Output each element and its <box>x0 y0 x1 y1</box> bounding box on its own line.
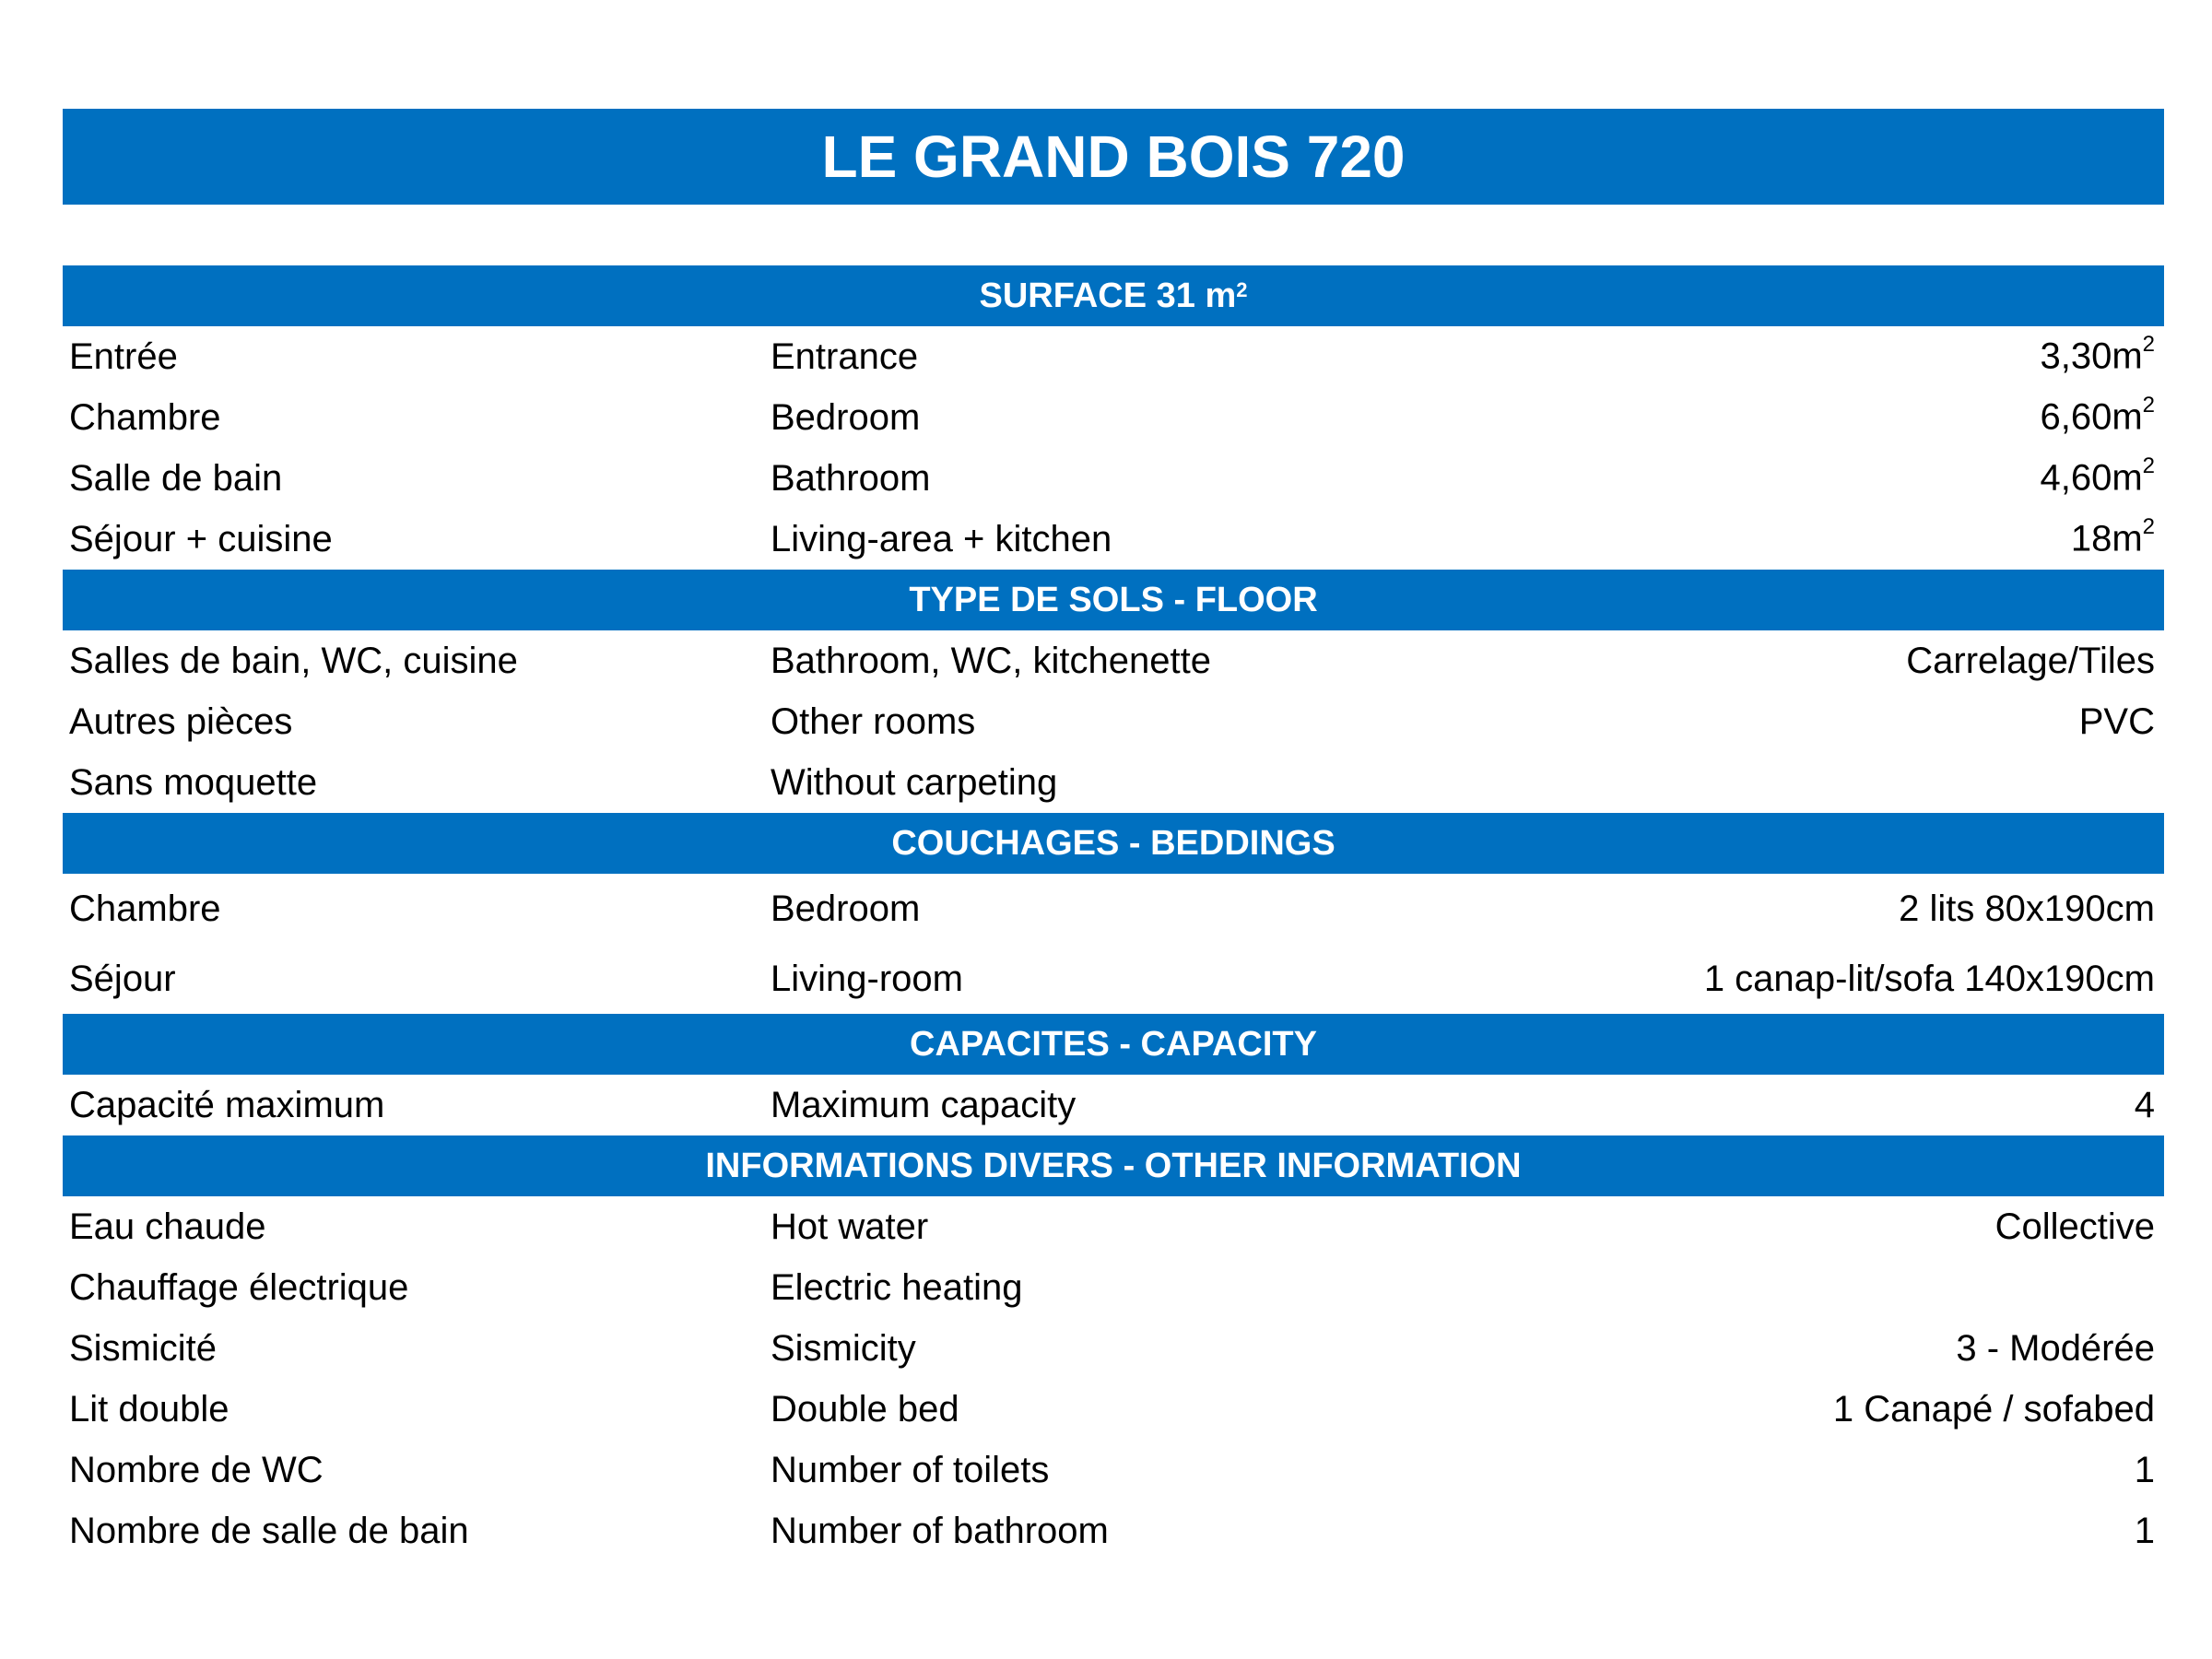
row-label-en: Other rooms <box>771 700 976 742</box>
row-value <box>1416 393 2164 438</box>
row-value: PVC <box>2078 700 2155 742</box>
row-label-fr: Sismicité <box>69 1327 218 1369</box>
row-label-fr: Nombre de WC <box>69 1449 324 1490</box>
row-label-en: Double bed <box>771 1388 959 1430</box>
row-label-fr: Lit double <box>69 1388 229 1430</box>
row-label-en: Bathroom <box>771 457 931 499</box>
row-value: 3 - Modérée <box>1956 1327 2155 1369</box>
table-row <box>63 944 2164 1014</box>
row-label-fr: Eau chaude <box>69 1206 266 1247</box>
row-label-en: Bathroom, WC, kitchenette <box>771 640 1211 681</box>
table-row <box>63 1318 2164 1379</box>
table-row <box>63 752 2164 813</box>
row-value: Collective <box>1994 1206 2155 1247</box>
table-row <box>63 874 2164 944</box>
row-value-text: 3,30m <box>2040 335 2143 377</box>
title-banner <box>63 109 2164 205</box>
section-title-other-information: INFORMATIONS DIVERS - OTHER INFORMATION <box>705 1146 1522 1185</box>
section-title-capacity: CAPACITES - CAPACITY <box>910 1024 1317 1064</box>
row-value-text: 4,60m <box>2040 457 2143 499</box>
section-title-floor: TYPE DE SOLS - FLOOR <box>909 580 1318 619</box>
row-label-en: Bedroom <box>771 396 921 438</box>
section-header-surface <box>63 265 2164 326</box>
row-label-en: Maximum capacity <box>771 1084 1077 1125</box>
section-header-beddings <box>63 813 2164 874</box>
row-label-en: Sismicity <box>771 1327 916 1369</box>
section-title-surface: SURFACE 31 m <box>979 276 1237 315</box>
page-title: LE GRAND BOIS 720 <box>821 124 1406 190</box>
section-header-other-information <box>63 1135 2164 1196</box>
row-label-en: Number of toilets <box>771 1449 1050 1490</box>
row-label-fr: Chauffage électrique <box>69 1266 409 1308</box>
superscript: 2 <box>2142 514 2155 540</box>
section-header-capacity <box>63 1014 2164 1075</box>
table-row <box>63 1500 2164 1561</box>
row-label-en: Living-area + kitchen <box>771 518 1112 559</box>
superscript: 2 <box>1236 278 1248 301</box>
table-row <box>63 448 2164 509</box>
row-value: Carrelage/Tiles <box>1906 640 2155 681</box>
table-row <box>63 1196 2164 1257</box>
row-label-en: Without carpeting <box>771 761 1058 803</box>
row-label-en: Number of bathroom <box>771 1510 1109 1551</box>
row-label-en: Electric heating <box>771 1266 1023 1308</box>
superscript: 2 <box>2142 393 2155 418</box>
section-title-beddings: COUCHAGES - BEDDINGS <box>891 823 1335 863</box>
table-row <box>63 1440 2164 1500</box>
row-label-en: Hot water <box>771 1206 929 1247</box>
row-label-fr: Salle de bain <box>69 457 283 499</box>
row-label-fr: Séjour + cuisine <box>69 518 333 559</box>
row-value: 2 lits 80x190cm <box>1899 888 2155 929</box>
row-label-en: Bedroom <box>771 888 921 929</box>
row-value-text: 6,60m <box>2040 396 2143 438</box>
row-label-fr: Chambre <box>69 396 221 438</box>
row-value: 1 <box>2134 1510 2155 1551</box>
superscript: 2 <box>2142 453 2155 479</box>
row-label-en: Living-room <box>771 958 963 999</box>
spec-sheet <box>63 265 2164 1561</box>
row-value: 1 <box>2134 1449 2155 1490</box>
row-label-fr: Séjour <box>69 958 176 999</box>
row-label-fr: Chambre <box>69 888 221 929</box>
row-value: 1 canap-lit/sofa 140x190cm <box>1703 958 2155 999</box>
row-value <box>1416 332 2164 377</box>
section-header-floor <box>63 570 2164 630</box>
table-row <box>63 1379 2164 1440</box>
row-label-fr: Nombre de salle de bain <box>69 1510 469 1551</box>
superscript: 2 <box>2142 332 2155 358</box>
row-label-fr: Salles de bain, WC, cuisine <box>69 640 518 681</box>
table-row <box>63 1075 2164 1135</box>
table-row <box>63 691 2164 752</box>
row-value: 1 Canapé / sofabed <box>1832 1388 2155 1430</box>
row-value <box>1416 453 2164 499</box>
table-row <box>63 326 2164 387</box>
row-label-en: Entrance <box>771 335 919 377</box>
table-row <box>63 630 2164 691</box>
row-value: 4 <box>2134 1084 2155 1125</box>
row-label-fr: Capacité maximum <box>69 1084 385 1125</box>
row-label-fr: Autres pièces <box>69 700 293 742</box>
row-value <box>1416 514 2164 559</box>
table-row <box>63 387 2164 448</box>
row-value-text: 18m <box>2070 518 2143 559</box>
row-label-fr: Entrée <box>69 335 178 377</box>
row-label-fr: Sans moquette <box>69 761 318 803</box>
table-row <box>63 509 2164 570</box>
table-row <box>63 1257 2164 1318</box>
